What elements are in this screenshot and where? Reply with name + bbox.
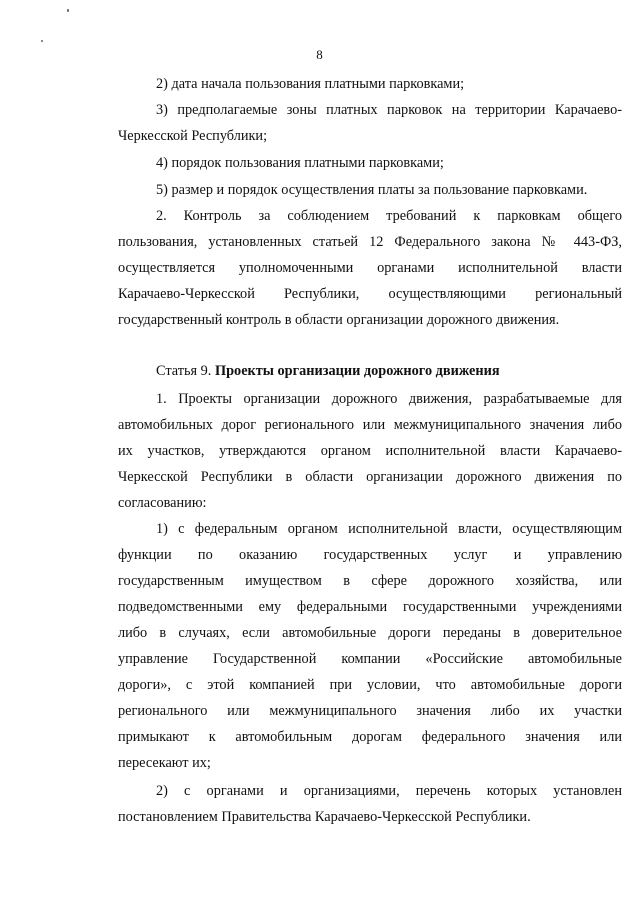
list-item-3: [118, 97, 622, 149]
text-line: регионального или межмуниципального значения либо их участки: [118, 703, 622, 719]
list-item-4: [118, 150, 622, 176]
list-item-2: [118, 71, 622, 97]
text-line: функции по оказанию государственных услуг и управлению: [118, 547, 622, 563]
text-line: их участков, утверждаются органом исполнительной власти Карачаево-: [118, 443, 622, 459]
text-line: постановлением Правительства Карачаево-Черкесской Республики.: [118, 809, 531, 825]
paragraph-control: [118, 203, 622, 333]
scan-speck: [67, 9, 69, 12]
text-line: 2) с органами и организациями, перечень которых установлен: [156, 783, 622, 799]
text-line: примыкают к автомобильным дорогам федерального значения или: [118, 729, 622, 745]
list-item-5: [118, 177, 622, 203]
page-number: 8: [316, 47, 323, 62]
text-line: Черкесской Республики в области организации дорожного движения по: [118, 469, 622, 485]
text-line: Черкесской Республики;: [118, 128, 268, 144]
text-line: Карачаево-Черкесской Республики, осуществляющими региональный: [118, 286, 622, 302]
text-line: государственным имуществом в сфере дорожного хозяйства, или: [118, 573, 622, 589]
text-line: либо в случаях, если автомобильные дороги переданы в доверительное: [118, 625, 622, 641]
text-line: 3) предполагаемые зоны платных парковок на территории Карачаево-: [156, 102, 622, 118]
text-line: пересекают их;: [118, 755, 211, 771]
text-line: автомобильных дорог регионального или межмуниципального значения либо: [118, 417, 622, 433]
text-line: подведомственными ему федеральными государственными учреждениями: [118, 599, 622, 615]
text-line: пользования, установленных статьей 12 Федерального закона № 443-ФЗ,: [118, 234, 622, 250]
text-line: 1) с федеральным органом исполнительной власти, осуществляющим: [156, 521, 622, 537]
text-line: 5) размер и порядок осуществления платы за пользование парковками.: [156, 182, 588, 198]
paragraph-projects: [118, 386, 622, 516]
scan-speck: [41, 40, 43, 42]
text-line: дороги», с этой компанией при условии, что автомобильные дороги: [118, 677, 622, 693]
list-item-federal: [118, 516, 622, 776]
text-line: осуществляется уполномоченными органами исполнительной власти: [118, 260, 622, 276]
text-line: 2) дата начала пользования платными парковками;: [156, 76, 465, 92]
article-prefix: Статья 9.: [156, 363, 212, 379]
text-line: 2. Контроль за соблюдением требований к парковкам общего: [156, 208, 622, 224]
article-heading: [156, 358, 622, 384]
text-line: согласованию:: [118, 495, 207, 511]
text-line: государственный контроль в области организации дорожного движения.: [118, 312, 560, 328]
list-item-organizations: [118, 778, 622, 830]
text-line: управление Государственной компании «Российские автомобильные: [118, 651, 622, 667]
article-title: Проекты организации дорожного движения: [214, 363, 500, 379]
text-line: 4) порядок пользования платными парковками;: [156, 155, 444, 171]
text-line: 1. Проекты организации дорожного движения, разрабатываемые для: [156, 391, 622, 407]
